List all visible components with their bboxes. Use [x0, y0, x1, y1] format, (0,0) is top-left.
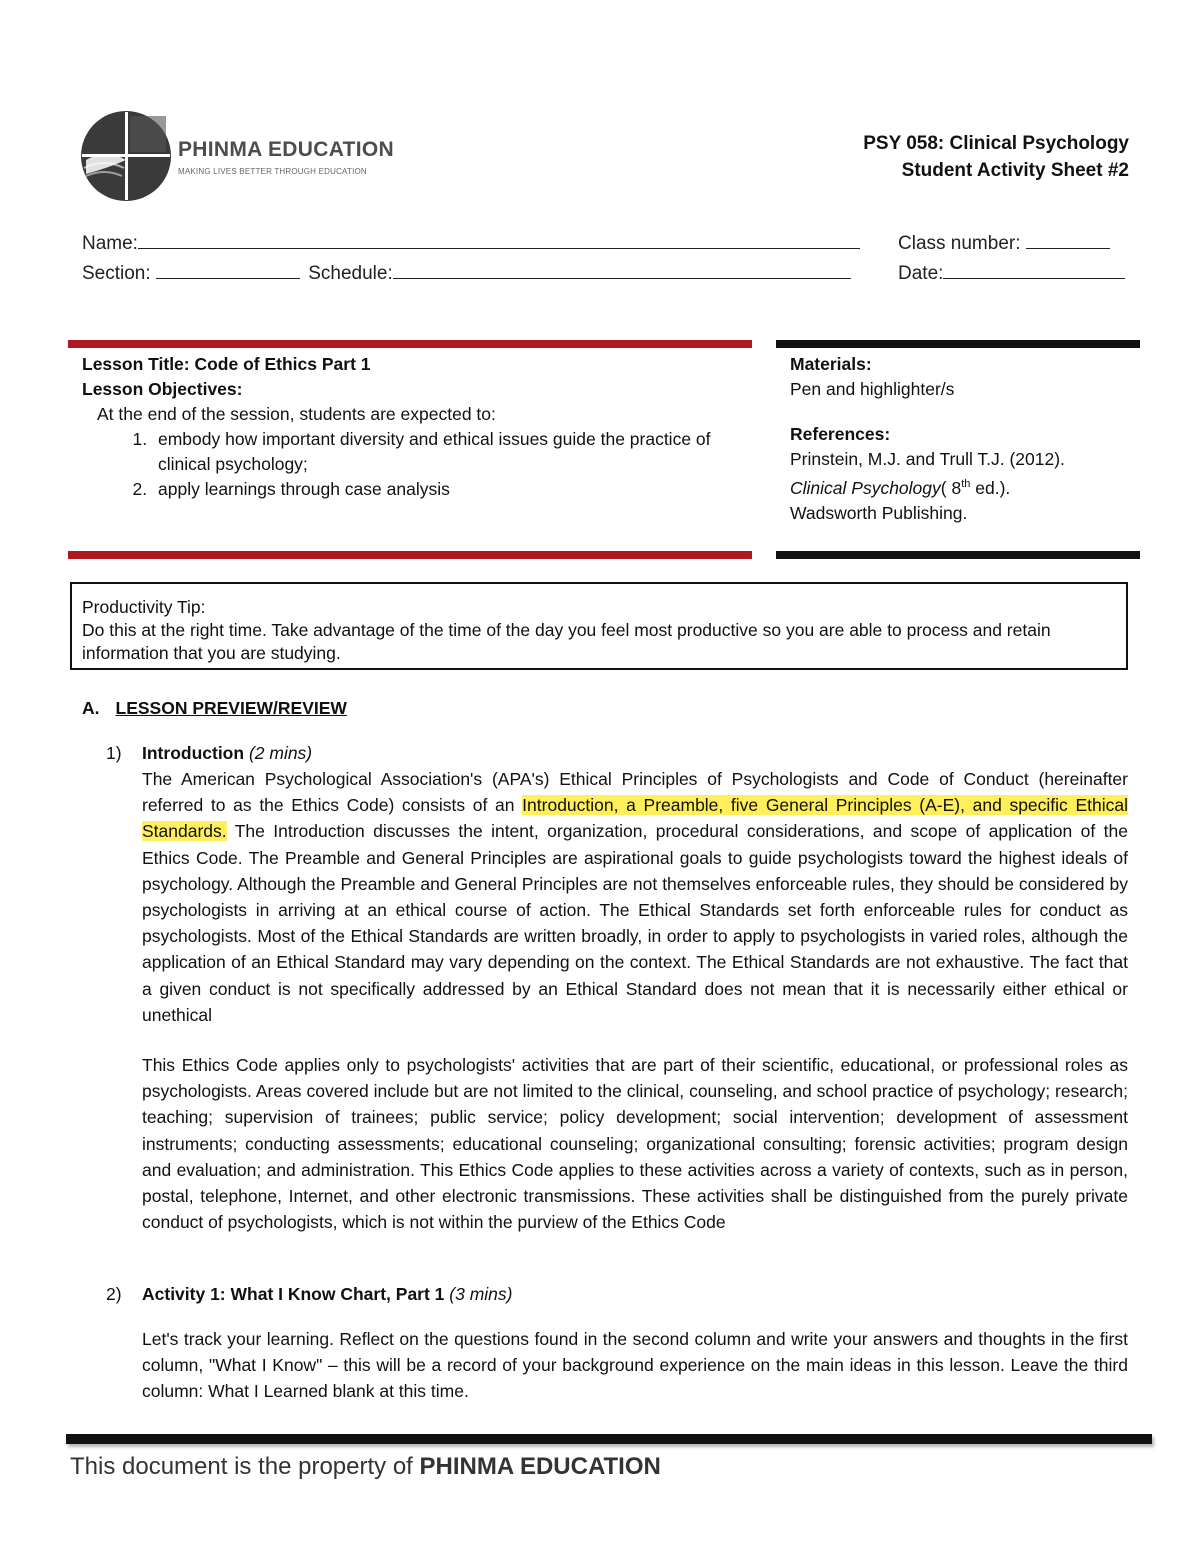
reference-book: Clinical Psychology( 8th ed.). [790, 477, 1011, 498]
lesson-objectives-intro: At the end of the session, students are expected to: [97, 404, 496, 424]
item-1-paragraph-2: This Ethics Code applies only to psychologists' activities that are part of their scientific, educational, or professional roles as psychologists. Areas covered include but are not limited to the clinical, counseling, and school practice of psychology; research; teaching; supervision of trainees; public service; policy development; social intervention; development of assessment instruments; conducting assessments; educational counseling; organizational consulting; forensic activities; program design and evaluation; and administration. This Ethics Code applies to these activities across a variety of contexts, such as in person, postal, telephone, Internet, and other electronic transmissions. These activities shall be distinguished from the purely private conduct of psychologists, which is not within the purview of the Ethics Code [142, 1055, 1128, 1233]
item-1-heading [142, 743, 312, 764]
section-a-heading: A. LESSON PREVIEW/REVIEW [82, 698, 347, 718]
objectives-list [82, 427, 752, 502]
item-1-paragraph-1: The American Psychological Association's (APA's) Ethical Principles of Psychologists and Code of Conduct (hereinafter referred to as the Ethics Code) consists of an Introduction, a Preamble, five General Principles (A-E), and specific Ethical Standards. The Introduction discusses the intent, organization, procedural considerations, and scope of application of the Ethics Code. The Preamble and General Principles are aspirational goals to guide psychologists toward the highest ideals of psychology. Although the Preamble and General Principles are not themselves enforceable rules, they should be considered by psychologists in arriving at an ethical course of action. The Ethical Standards set forth enforceable rules for conduct as psychologists. Most of the Ethical Standards are written broadly, in order to apply to psychologists in varied roles, although the application of an Ethical Standard may vary depending on the context. The Ethical Standards are not exhaustive. The fact that a given conduct is not specifically addressed by an Ethical Standard does not mean that it is necessarily either ethical or unethical [142, 769, 1128, 1025]
materials-value: Pen and highlighter/s [790, 379, 955, 399]
date-blank[interactable] [943, 259, 1125, 279]
reference-authors: Prinstein, M.J. and Trull T.J. (2012). [790, 449, 1065, 469]
highlighted-text: Introduction, a Preamble, five General Principles (A-E), and specific Ethical Standards. [142, 795, 1128, 842]
section-row [82, 259, 851, 285]
schedule-label: Schedule: [308, 263, 393, 284]
section-label: Section: [82, 263, 151, 284]
materials-label: Materials: [790, 354, 872, 374]
tip-label: Productivity Tip: [82, 597, 206, 617]
logo-name: PHINMA EDUCATION [178, 138, 394, 161]
name-label: Name: [82, 233, 138, 254]
materials-top-bar [776, 340, 1140, 348]
lesson-title: Lesson Title: Code of Ethics Part 1 [82, 354, 371, 374]
objective-item: 2. apply learnings through case analysis [152, 477, 752, 502]
lesson-top-bar [68, 340, 752, 348]
lesson-objectives-label: Lesson Objectives: [82, 379, 243, 399]
materials-box [790, 352, 1140, 526]
footer-bar [66, 1434, 1152, 1444]
date-label: Date: [898, 263, 944, 284]
phinma-logo-icon [78, 108, 174, 204]
lesson-box [82, 352, 752, 502]
sheet-title: Student Activity Sheet #2 [901, 160, 1129, 181]
item-2-number: 2) [106, 1284, 122, 1304]
tip-text: Do this at the right time. Take advantage of the time of the day you feel most productive so you are able to process and retain information that you are studying. [82, 620, 1051, 663]
name-field-row [82, 229, 860, 255]
date-row [898, 259, 1125, 285]
materials-bottom-bar [776, 551, 1140, 559]
footer-brand: PHINMA EDUCATION [419, 1453, 661, 1480]
document-header [863, 130, 1129, 184]
item-2-paragraph: Let's track your learning. Reflect on the questions found in the second column and write your answers and thoughts in the first column, "What I Know" – this will be a record of your background experience on the main ideas in this lesson. Leave the third column: What I Learned blank at this time. [142, 1329, 1128, 1402]
item-1-duration: (2 mins) [248, 743, 313, 763]
item-2-duration: (3 mins) [449, 1284, 513, 1304]
footer-text: This document is the property of PHINMA EDUCATION [70, 1453, 661, 1480]
objective-item: 1. embody how important diversity and ethical issues guide the practice of clinical psychology; [152, 427, 752, 477]
reference-book-title: Clinical Psychology [790, 477, 941, 498]
class-number-row [898, 229, 1110, 255]
item-2-title: Activity 1: What I Know Chart, Part 1 [142, 1284, 445, 1304]
item-2-heading [142, 1284, 512, 1305]
class-number-blank[interactable] [1026, 229, 1110, 249]
name-blank[interactable] [138, 229, 860, 249]
section-blank[interactable] [156, 259, 300, 279]
item-1-title: Introduction [142, 743, 245, 763]
schedule-blank[interactable] [393, 259, 851, 279]
item-1-number: 1) [106, 743, 122, 763]
class-number-label: Class number: [898, 233, 1021, 254]
reference-publisher: Wadsworth Publishing. [790, 502, 968, 523]
phinma-logo [78, 108, 394, 204]
section-a-title: LESSON PREVIEW/REVIEW [115, 698, 347, 718]
lesson-bottom-bar [68, 551, 752, 559]
course-title: PSY 058: Clinical Psychology [863, 133, 1129, 154]
references-label: References: [790, 424, 891, 444]
logo-tagline: MAKING LIVES BETTER THROUGH EDUCATION [178, 167, 367, 176]
productivity-tip-box [70, 582, 1128, 670]
